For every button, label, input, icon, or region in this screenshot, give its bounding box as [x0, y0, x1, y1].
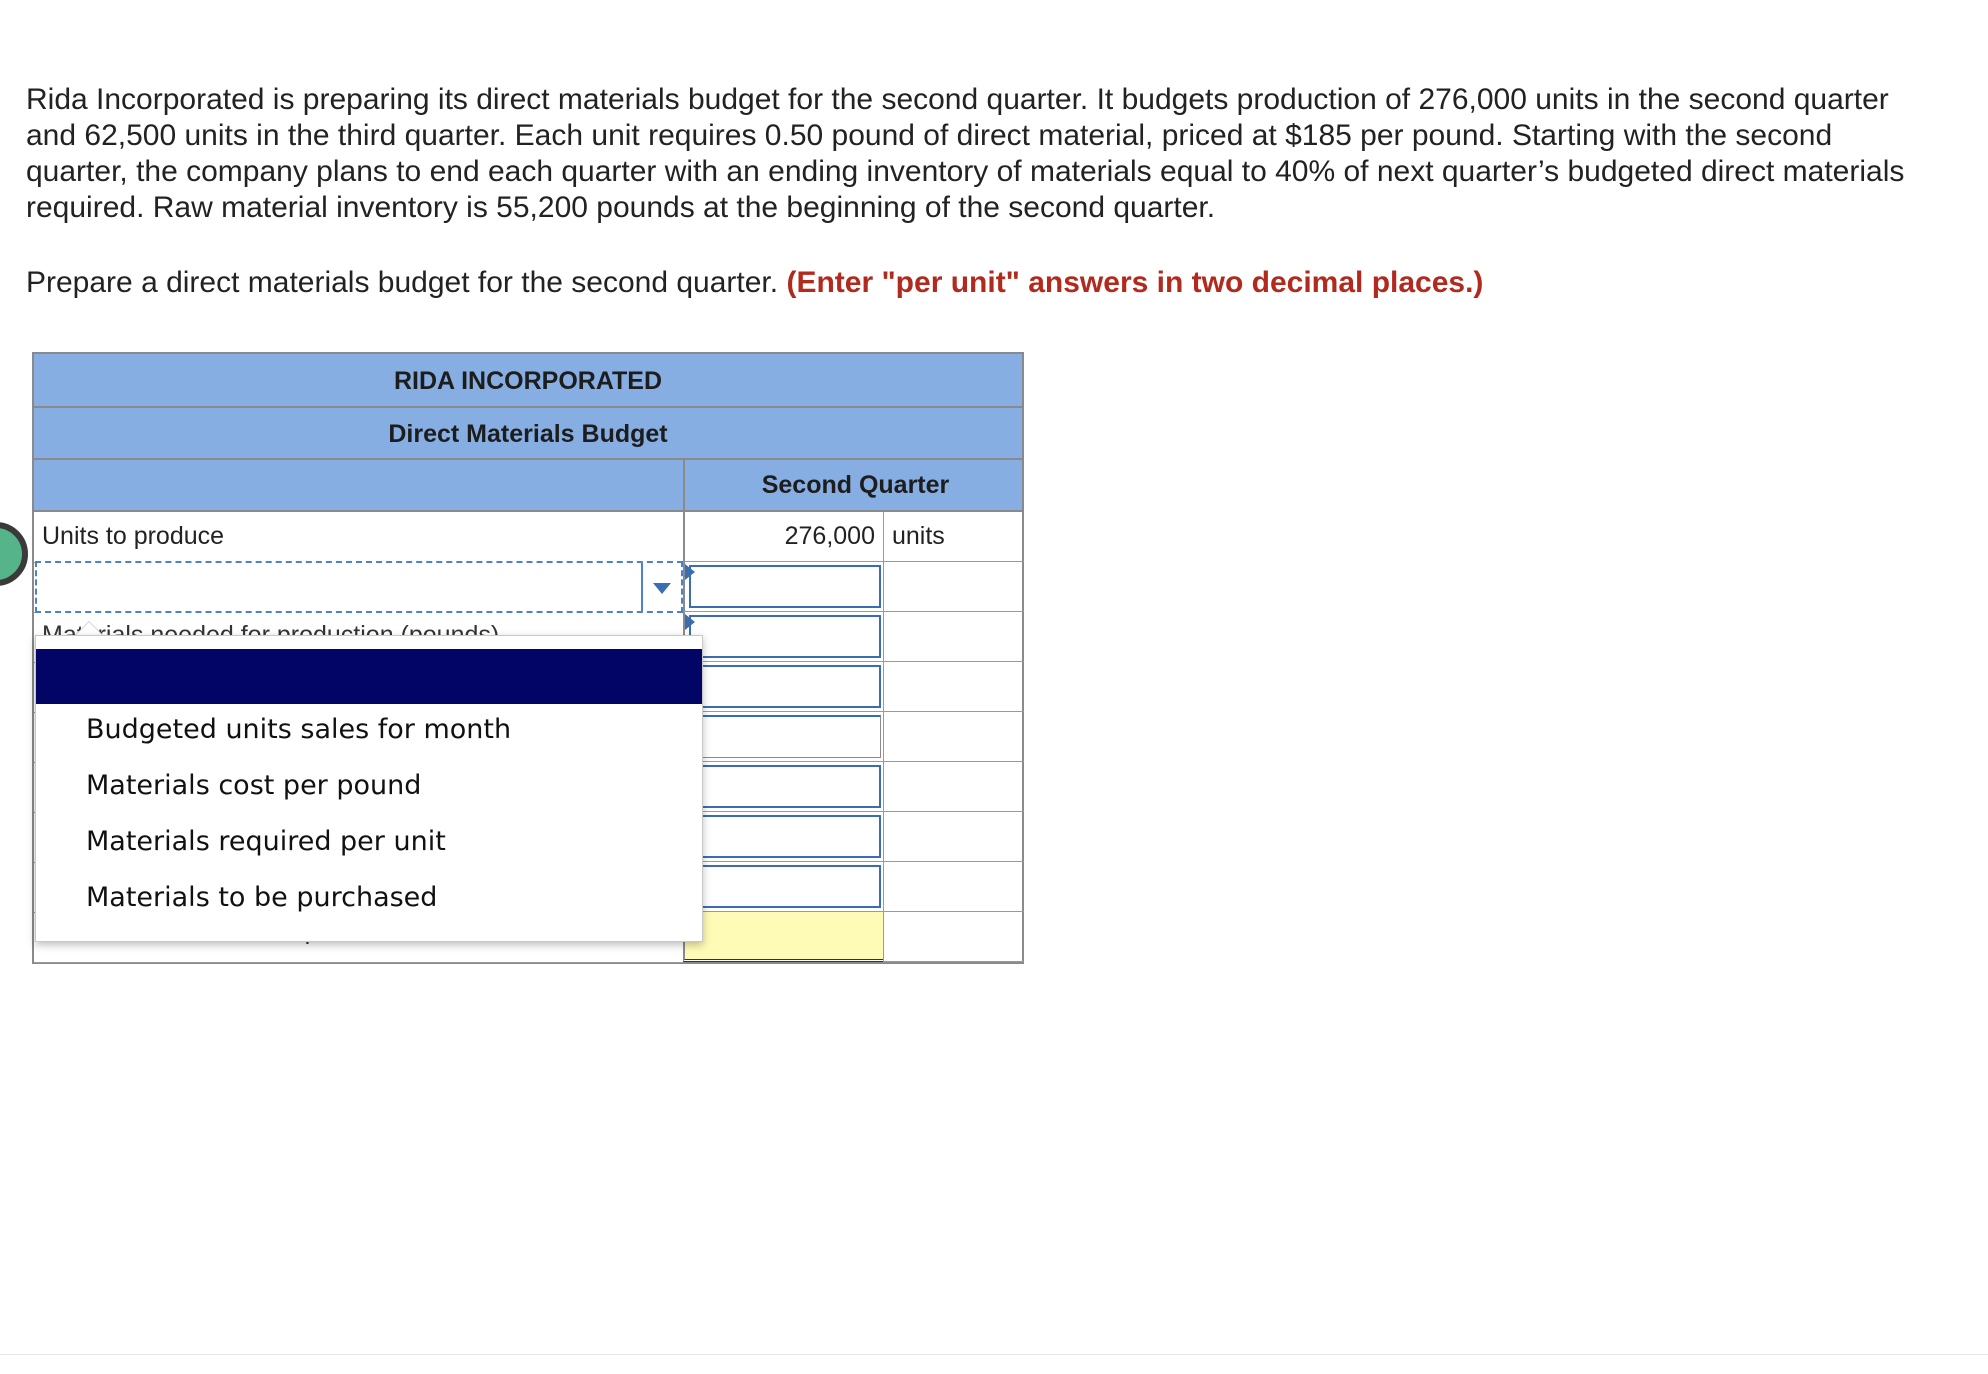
- row-label-materials-needed: [42, 618, 542, 630]
- instruction: [26, 265, 1483, 301]
- company-name: RIDA INCORPORATED: [34, 354, 1022, 408]
- dropdown-toggle[interactable]: [641, 563, 681, 611]
- menu-item[interactable]: Materials required per unit: [86, 826, 446, 857]
- chevron-down-icon: [653, 583, 671, 594]
- dropdown-menu: [35, 635, 703, 942]
- menu-item[interactable]: Budgeted units sales for month: [86, 714, 512, 745]
- menu-item[interactable]: Materials cost per pound: [86, 770, 422, 801]
- instruction-text: Prepare a direct materials budget for the second quarter.: [26, 266, 779, 299]
- budget-title: Direct Materials Budget: [34, 408, 1022, 460]
- column-header-second-quarter: Second Quarter: [683, 460, 1026, 510]
- row-marker-icon: [685, 564, 695, 580]
- divider: [0, 1354, 1988, 1355]
- menu-item[interactable]: Materials to be purchased: [86, 882, 438, 913]
- amount-input[interactable]: [689, 665, 881, 708]
- problem-text: Rida Incorporated is preparing its direct materials budget for the second quarter. It budgets production of 276,000 units in the second quarter and 62,500 units in the third quarter. Each unit requires 0.50 pound of direct material, priced at $185 per pound. Starting with the second quarter, the company plans to end each quarter with an ending inventory of materials equal to 40% of next quarter’s budgeted direct materials required. Raw material inventory is 55,200 pounds at the beginning of the second quarter.: [26, 83, 1905, 224]
- amount-input[interactable]: [689, 865, 881, 908]
- amount-input[interactable]: [689, 715, 881, 758]
- menu-pointer: [75, 622, 103, 636]
- menu-item-blank-highlighted[interactable]: [36, 649, 702, 704]
- instruction-note: (Enter "per unit" answers in two decimal places.): [786, 266, 1484, 299]
- units-label: units: [892, 522, 945, 550]
- column-header-row: [34, 460, 1022, 512]
- row-marker-icon: [685, 614, 695, 630]
- amount-input[interactable]: [689, 765, 881, 808]
- side-handle[interactable]: [0, 522, 28, 586]
- problem-statement: [26, 82, 1926, 226]
- amount-input[interactable]: [689, 565, 881, 608]
- amount-input[interactable]: [689, 815, 881, 858]
- amount-input[interactable]: [689, 615, 881, 658]
- row-label: Units to produce: [42, 522, 225, 550]
- total-input[interactable]: [685, 912, 883, 959]
- table-row: [34, 512, 1022, 562]
- units-value: 276,000: [784, 522, 875, 550]
- row-label-select[interactable]: [35, 561, 683, 613]
